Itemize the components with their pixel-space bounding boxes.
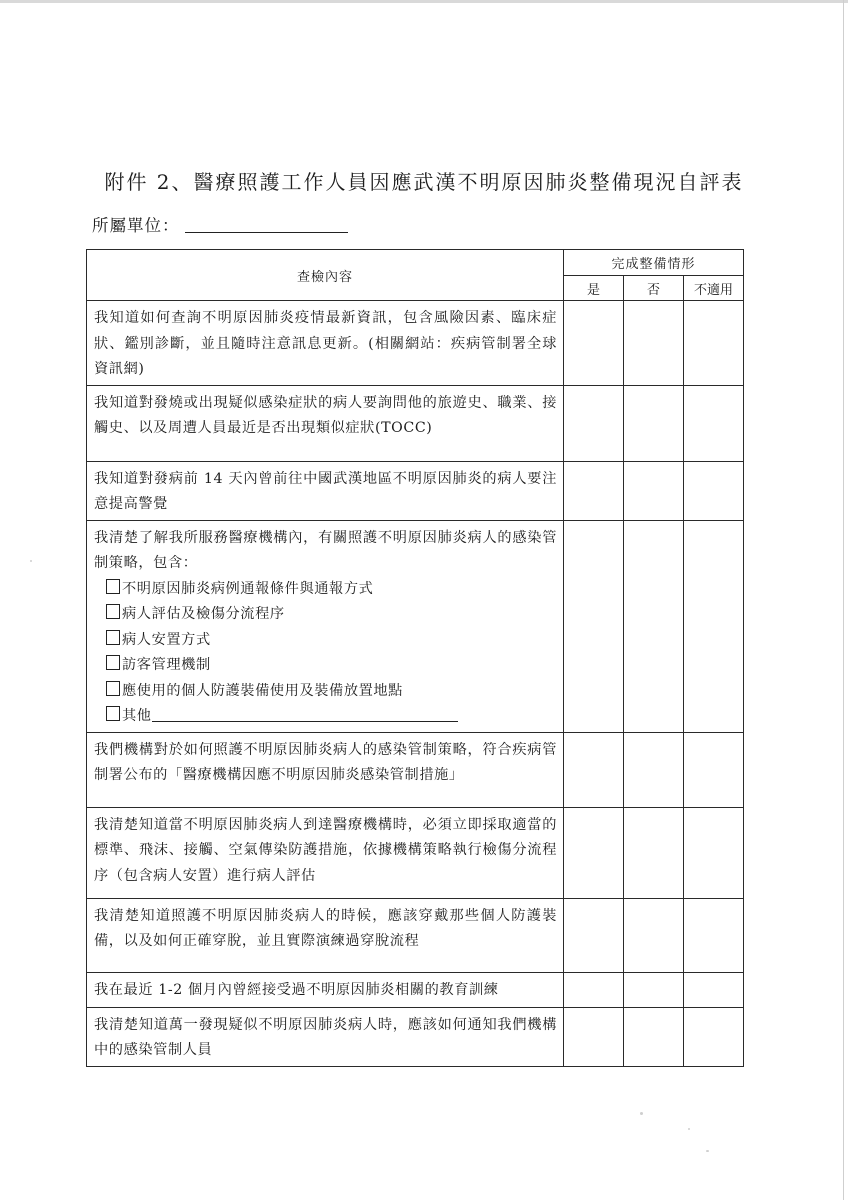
checkbox-icon[interactable]	[106, 655, 120, 670]
item-text: 我知道對發病前 14 天內曾前往中國武漢地區不明原因肺炎的病人要注意提高警覺	[87, 461, 564, 520]
check-yes[interactable]	[564, 972, 624, 1007]
check-no[interactable]	[624, 807, 684, 898]
subitem: 不明原因肺炎病例通報條件與通報方式	[94, 577, 557, 603]
item-text: 我們機構對於如何照護不明原因肺炎病人的感染管制策略，符合疾病管制署公布的「醫療機構因應不明原因肺炎感染管制措施」	[87, 732, 564, 807]
table-row	[87, 1007, 744, 1066]
table-row	[87, 732, 744, 807]
check-na[interactable]	[684, 972, 744, 1007]
check-yes[interactable]	[564, 301, 624, 386]
check-no[interactable]	[624, 898, 684, 972]
item-text: 我在最近 1-2 個月內曾經接受過不明原因肺炎相關的教育訓練	[87, 972, 564, 1007]
item-with-subitems	[87, 520, 564, 732]
header-option-no: 否	[624, 276, 684, 301]
check-no[interactable]	[624, 732, 684, 807]
check-yes[interactable]	[564, 520, 624, 732]
item-text: 我清楚了解我所服務醫療機構內，有關照護不明原因肺炎病人的感染管制策略，包含：	[94, 529, 557, 571]
item-text: 我清楚知道照護不明原因肺炎病人的時候，應該穿戴那些個人防護裝備，以及如何正確穿脫，並且實際演練過穿脫流程	[87, 898, 564, 972]
unit-label: 所屬單位：	[92, 216, 180, 235]
scan-speck	[688, 1128, 690, 1130]
table-row	[87, 461, 744, 520]
subitem: 訪客管理機制	[94, 653, 557, 679]
document-title: 附件 2、醫療照護工作人員因應武漢不明原因肺炎整備現況自評表	[104, 170, 744, 194]
subitem: 應使用的個人防護裝備使用及裝備放置地點	[94, 679, 557, 705]
check-na[interactable]	[684, 301, 744, 386]
check-na[interactable]	[684, 1007, 744, 1066]
scan-speck	[30, 560, 32, 562]
checkbox-icon[interactable]	[106, 604, 120, 619]
check-no[interactable]	[624, 972, 684, 1007]
item-text: 我知道如何查詢不明原因肺炎疫情最新資訊，包含風險因素、臨床症狀、鑑別診斷，並且隨時注意訊息更新。(相關網站：疾病管制署全球資訊網)	[87, 301, 564, 386]
check-na[interactable]	[684, 807, 744, 898]
check-na[interactable]	[684, 898, 744, 972]
scan-speck	[706, 1150, 709, 1152]
scan-edge	[0, 0, 848, 3]
checkbox-icon[interactable]	[106, 706, 120, 721]
subitem: 病人安置方式	[94, 628, 557, 654]
item-text: 我清楚知道萬一發現疑似不明原因肺炎病人時，應該如何通知我們機構中的感染管制人員	[87, 1007, 564, 1066]
check-yes[interactable]	[564, 1007, 624, 1066]
check-na[interactable]	[684, 732, 744, 807]
table-row	[87, 898, 744, 972]
check-no[interactable]	[624, 520, 684, 732]
check-na[interactable]	[684, 520, 744, 732]
item-text: 我清楚知道當不明原因肺炎病人到達醫療機構時，必須立即採取適當的標準、飛沫、接觸、空氣傳染防護措施，依據機構策略執行檢傷分流程序（包含病人安置）進行病人評估	[87, 807, 564, 898]
check-no[interactable]	[624, 385, 684, 461]
checkbox-icon[interactable]	[106, 681, 120, 696]
check-yes[interactable]	[564, 898, 624, 972]
check-na[interactable]	[684, 461, 744, 520]
header-status-group: 完成整備情形	[564, 250, 744, 276]
table-row	[87, 972, 744, 1007]
checkbox-icon[interactable]	[106, 630, 120, 645]
header-option-yes: 是	[564, 276, 624, 301]
table-row	[87, 807, 744, 898]
check-yes[interactable]	[564, 385, 624, 461]
check-no[interactable]	[624, 301, 684, 386]
check-no[interactable]	[624, 1007, 684, 1066]
header-content: 查檢內容	[87, 250, 564, 301]
check-no[interactable]	[624, 461, 684, 520]
table-row	[87, 520, 744, 732]
table-row	[87, 301, 744, 386]
self-evaluation-table	[86, 249, 744, 1067]
header-option-na: 不適用	[684, 276, 744, 301]
check-yes[interactable]	[564, 461, 624, 520]
table-row	[87, 385, 744, 461]
check-na[interactable]	[684, 385, 744, 461]
checkbox-icon[interactable]	[106, 579, 120, 594]
unit-blank-line[interactable]	[185, 232, 348, 233]
check-yes[interactable]	[564, 807, 624, 898]
item-text: 我知道對發燒或出現疑似感染症狀的病人要詢問他的旅遊史、職業、接觸史、以及周遭人員最近是否出現類似症狀(TOCC)	[87, 385, 564, 461]
subitem: 病人評估及檢傷分流程序	[94, 602, 557, 628]
other-blank-line[interactable]	[152, 705, 458, 722]
subitem-other: 其他	[94, 704, 557, 730]
check-yes[interactable]	[564, 732, 624, 807]
scan-speck	[640, 1112, 643, 1115]
